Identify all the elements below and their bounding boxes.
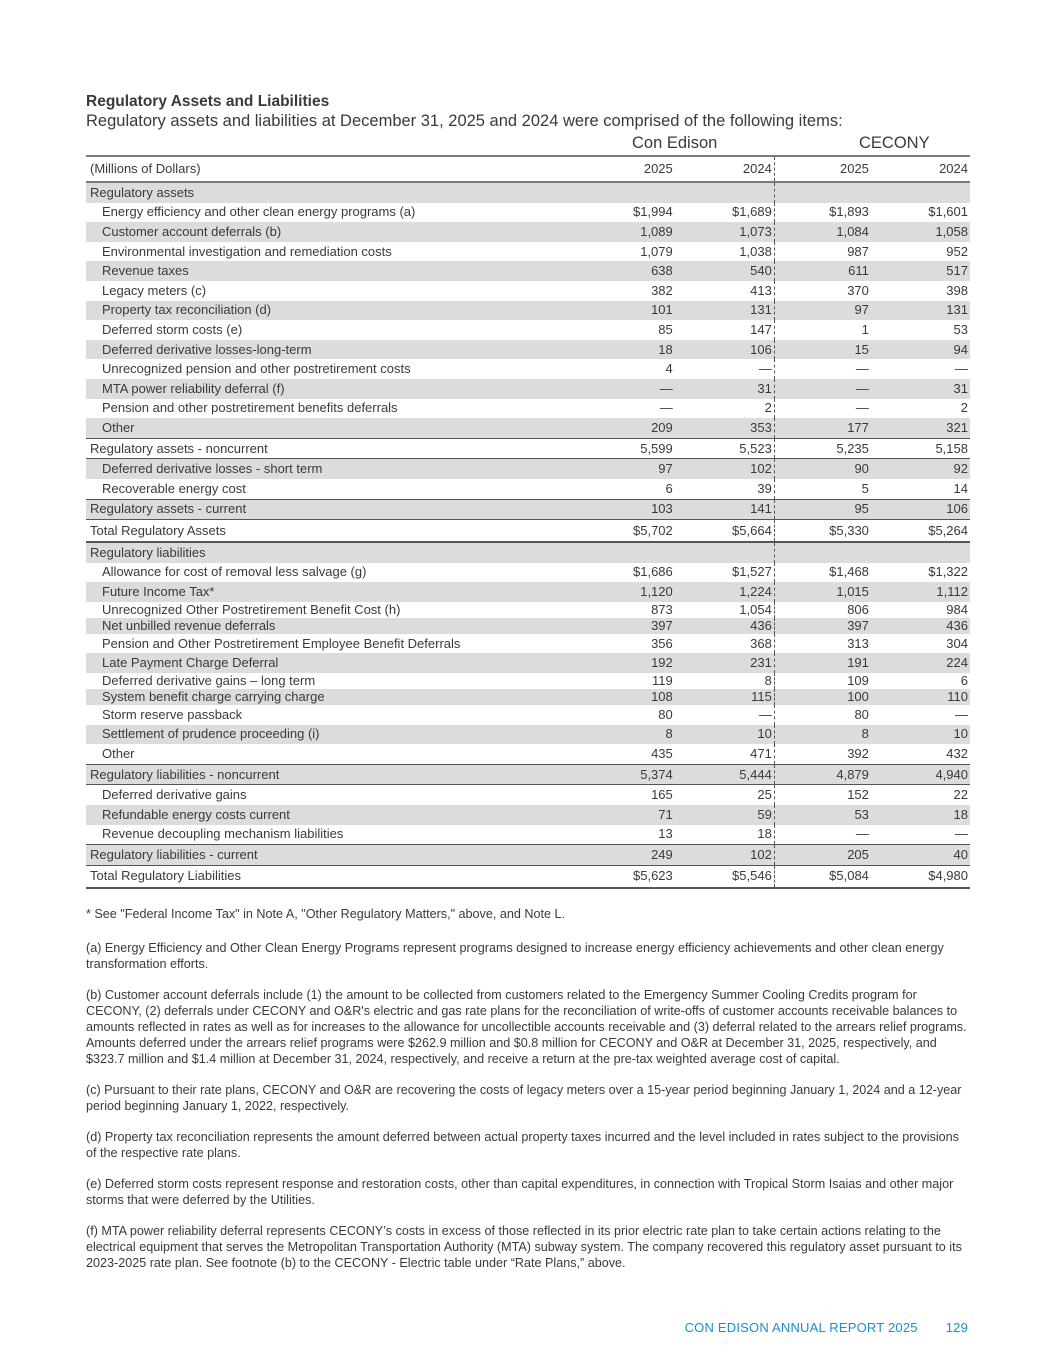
value-cell bbox=[871, 182, 970, 203]
value-cell: 31 bbox=[675, 379, 775, 399]
value-cell: 22 bbox=[871, 785, 970, 805]
header-cell: 2024 bbox=[675, 156, 775, 182]
value-cell: 39 bbox=[675, 479, 775, 499]
value-cell: 397 bbox=[774, 618, 871, 634]
page-number: 129 bbox=[945, 1320, 968, 1335]
value-cell: 5,235 bbox=[774, 438, 871, 459]
value-cell: 94 bbox=[871, 340, 970, 360]
value-cell: 102 bbox=[675, 459, 775, 479]
value-cell: — bbox=[855, 400, 869, 416]
value-cell: — bbox=[675, 705, 775, 725]
table-row bbox=[86, 653, 970, 673]
row-label: Storm reserve passback bbox=[102, 706, 243, 722]
value-cell: 100 bbox=[774, 689, 871, 705]
row-label: Regulatory assets bbox=[86, 182, 595, 203]
table-row bbox=[86, 459, 970, 479]
value-cell: 71 bbox=[595, 805, 675, 825]
value-cell: 6 bbox=[960, 673, 968, 689]
row-label: Allowance for cost of removal less salvage (g) bbox=[102, 564, 367, 580]
table-row bbox=[86, 320, 970, 340]
value-cell: 432 bbox=[946, 746, 968, 762]
value-cell: 209 bbox=[595, 418, 675, 438]
value-cell: 110 bbox=[871, 689, 970, 705]
row-label: Deferred derivative gains – long term bbox=[102, 673, 316, 689]
value-cell: 5,158 bbox=[871, 438, 970, 459]
table-row bbox=[86, 634, 970, 654]
value-cell: $5,664 bbox=[675, 520, 775, 543]
value-cell: $1,893 bbox=[829, 204, 869, 220]
header-cell: 2025 bbox=[595, 156, 675, 182]
value-cell: — bbox=[659, 400, 673, 416]
value-cell: 1,058 bbox=[871, 222, 970, 242]
table-row bbox=[86, 725, 970, 745]
row-label: Other bbox=[102, 746, 135, 762]
value-cell: 40 bbox=[871, 845, 970, 866]
row-label: Environmental investigation and remediation costs bbox=[102, 243, 392, 259]
table-row bbox=[86, 785, 970, 805]
value-cell: 8 bbox=[675, 673, 775, 689]
footnote-star: * See "Federal Income Tax" in Note A, "Other Regulatory Matters," above, and Note L. bbox=[86, 907, 565, 921]
value-cell: 1,079 bbox=[640, 243, 673, 259]
value-cell: 1,073 bbox=[675, 222, 775, 242]
row-label: Deferred derivative losses-long-term bbox=[86, 340, 595, 360]
value-cell: 5 bbox=[861, 480, 869, 496]
table-row bbox=[86, 301, 970, 321]
value-cell: 304 bbox=[946, 635, 968, 651]
table-row bbox=[86, 542, 970, 563]
value-cell: 1,120 bbox=[595, 582, 675, 602]
report-name: CON EDISON ANNUAL REPORT 2025 bbox=[684, 1320, 918, 1335]
value-cell: 15 bbox=[774, 340, 871, 360]
footnote-e: (e) Deferred storm costs represent response and restoration costs, other than capital expenditures, in connection with Tropical Storm Isaias and other major storms that were deferred by the Utilities. bbox=[86, 1177, 954, 1207]
value-cell: 873 bbox=[651, 601, 673, 617]
row-label: Regulatory assets - current bbox=[86, 499, 595, 520]
value-cell: 108 bbox=[595, 689, 675, 705]
value-cell: 53 bbox=[953, 321, 968, 337]
value-cell: 5,444 bbox=[675, 764, 775, 785]
value-cell: 10 bbox=[675, 725, 775, 745]
value-cell bbox=[774, 182, 871, 203]
row-label: Revenue taxes bbox=[86, 261, 595, 281]
value-cell: 14 bbox=[953, 480, 968, 496]
row-label: MTA power reliability deferral (f) bbox=[86, 379, 595, 399]
table-row bbox=[86, 563, 970, 583]
value-cell: 31 bbox=[871, 379, 970, 399]
value-cell: 231 bbox=[675, 653, 775, 673]
value-cell: 8 bbox=[774, 725, 871, 745]
value-cell: 368 bbox=[675, 634, 775, 654]
table-row bbox=[86, 203, 970, 223]
value-cell: $1,527 bbox=[675, 563, 775, 583]
row-label: Refundable energy costs current bbox=[86, 805, 595, 825]
row-label: Customer account deferrals (b) bbox=[86, 222, 595, 242]
value-cell: 436 bbox=[871, 618, 970, 634]
table-row bbox=[86, 379, 970, 399]
value-cell: 95 bbox=[774, 499, 871, 520]
value-cell: $1,468 bbox=[829, 564, 869, 580]
row-label: Regulatory liabilities bbox=[86, 542, 595, 563]
table-row bbox=[86, 281, 970, 301]
row-label: Recoverable energy cost bbox=[102, 480, 246, 496]
table-row bbox=[86, 602, 970, 618]
value-cell: $1,601 bbox=[928, 204, 968, 220]
value-cell: 147 bbox=[675, 320, 775, 340]
value-cell: 356 bbox=[651, 635, 673, 651]
value-cell: — bbox=[955, 706, 968, 722]
table-row bbox=[86, 499, 970, 520]
value-cell: 1,224 bbox=[675, 582, 775, 602]
value-cell: 249 bbox=[595, 845, 675, 866]
value-cell: 8 bbox=[595, 725, 675, 745]
value-cell: 1,112 bbox=[871, 582, 970, 602]
value-cell: 106 bbox=[871, 499, 970, 520]
row-label: Total Regulatory Liabilities bbox=[86, 865, 595, 888]
value-cell: 313 bbox=[847, 635, 869, 651]
value-cell: 398 bbox=[946, 282, 968, 298]
value-cell: 987 bbox=[847, 243, 869, 259]
value-cell: 101 bbox=[595, 301, 675, 321]
value-cell: 80 bbox=[854, 706, 869, 722]
footnote-f: (f) MTA power reliability deferral represents CECONY’s costs in excess of those reflected in its prior electric rate plan to take certain actions relating to the electrical equipment that serves the Metropolitan Transportation Authority (MTA) subway system. The company recovered this regulatory asset pursuant to its 2023-2025 rate plan. See footnote (b) to the CECONY - Electric table under “Rate Plans,” above. bbox=[86, 1224, 962, 1270]
row-label: Regulatory assets - noncurrent bbox=[86, 438, 595, 459]
value-cell: $1,994 bbox=[633, 204, 673, 220]
row-label: Other bbox=[86, 418, 595, 438]
value-cell: 638 bbox=[595, 261, 675, 281]
value-cell: 92 bbox=[871, 459, 970, 479]
value-cell: 806 bbox=[847, 601, 869, 617]
value-cell: 10 bbox=[871, 725, 970, 745]
row-label: Total Regulatory Assets bbox=[86, 520, 595, 543]
value-cell: — bbox=[595, 379, 675, 399]
table-row bbox=[86, 689, 970, 705]
table-row bbox=[86, 418, 970, 438]
table-row bbox=[86, 242, 970, 262]
value-cell bbox=[871, 542, 970, 563]
value-cell: $5,264 bbox=[871, 520, 970, 543]
value-cell: $5,546 bbox=[675, 865, 775, 888]
value-cell: 85 bbox=[658, 321, 673, 337]
value-cell: $4,980 bbox=[871, 865, 970, 888]
table-row bbox=[86, 744, 970, 764]
value-cell: $1,689 bbox=[675, 203, 775, 223]
table-row bbox=[86, 479, 970, 499]
value-cell: 2 bbox=[960, 400, 968, 416]
header-cell: 2025 bbox=[774, 156, 871, 182]
value-cell: — bbox=[675, 359, 775, 379]
value-cell: 5,374 bbox=[595, 764, 675, 785]
section-title: Regulatory Assets and Liabilities bbox=[86, 93, 330, 110]
value-cell: 97 bbox=[774, 301, 871, 321]
table-row bbox=[86, 618, 970, 634]
footnote-d: (d) Property tax reconciliation represents the amount deferred between actual property taxes incurred and the level included in rates subject to the provisions of the respective rate plans. bbox=[86, 1130, 959, 1160]
group-header-con-edison: Con Edison bbox=[632, 134, 718, 152]
value-cell: 2 bbox=[675, 399, 775, 419]
value-cell: 1,015 bbox=[774, 582, 871, 602]
footnotes bbox=[86, 906, 970, 1286]
value-cell: 90 bbox=[774, 459, 871, 479]
regulatory-table bbox=[86, 155, 970, 889]
value-cell: 191 bbox=[774, 653, 871, 673]
table-row bbox=[86, 865, 970, 888]
footnote-c: (c) Pursuant to their rate plans, CECONY and O&R are recovering the costs of legacy meters over a 15-year period beginning January 1, 2024 and a 12-year period beginning January 1, 2022, respectively. bbox=[86, 1083, 962, 1113]
table-row bbox=[86, 399, 970, 419]
header-cell: 2024 bbox=[871, 156, 970, 182]
value-cell: $1,322 bbox=[928, 564, 968, 580]
row-label: Pension and other postretirement benefits deferrals bbox=[102, 400, 398, 416]
value-cell bbox=[595, 542, 675, 563]
row-label: Unrecognized pension and other postretirement costs bbox=[102, 361, 411, 377]
row-label: Deferred storm costs (e) bbox=[102, 321, 243, 337]
value-cell: 103 bbox=[595, 499, 675, 520]
table-row bbox=[86, 705, 970, 725]
value-cell: 109 bbox=[847, 673, 869, 689]
value-cell: 1,089 bbox=[595, 222, 675, 242]
table-row bbox=[86, 825, 970, 845]
value-cell: 224 bbox=[871, 653, 970, 673]
value-cell: — bbox=[855, 361, 869, 377]
value-cell: $5,084 bbox=[774, 865, 871, 888]
value-cell: 952 bbox=[946, 243, 968, 259]
table-row bbox=[86, 359, 970, 379]
value-cell: 177 bbox=[774, 418, 871, 438]
value-cell: 18 bbox=[675, 825, 775, 845]
value-cell: 1,084 bbox=[774, 222, 871, 242]
value-cell: 18 bbox=[871, 805, 970, 825]
row-label: Deferred derivative gains bbox=[86, 785, 595, 805]
value-cell: 370 bbox=[847, 282, 869, 298]
row-label: Pension and Other Postretirement Employee Benefit Deferrals bbox=[102, 635, 461, 651]
value-cell: — bbox=[955, 361, 968, 377]
table-row bbox=[86, 805, 970, 825]
value-cell: 131 bbox=[871, 301, 970, 321]
row-label: Net unbilled revenue deferrals bbox=[86, 618, 595, 634]
value-cell bbox=[595, 182, 675, 203]
value-cell: 152 bbox=[774, 785, 871, 805]
row-label: Late Payment Charge Deferral bbox=[86, 653, 595, 673]
value-cell: 5,599 bbox=[595, 438, 675, 459]
header-cell: (Millions of Dollars) bbox=[86, 156, 595, 182]
value-cell: 4,879 bbox=[774, 764, 871, 785]
value-cell: 106 bbox=[675, 340, 775, 360]
value-cell: 392 bbox=[847, 746, 869, 762]
value-cell: 13 bbox=[658, 826, 673, 842]
value-cell: 1 bbox=[861, 321, 869, 337]
value-cell: $5,623 bbox=[595, 865, 675, 888]
value-cell: 321 bbox=[871, 418, 970, 438]
table-row bbox=[86, 182, 970, 203]
value-cell: 517 bbox=[871, 261, 970, 281]
section-subtitle: Regulatory assets and liabilities at December 31, 2025 and 2024 were comprised of the following items: bbox=[86, 112, 843, 130]
value-cell: 4 bbox=[665, 361, 673, 377]
table-row bbox=[86, 673, 970, 689]
value-cell: 5,523 bbox=[675, 438, 775, 459]
table-row bbox=[86, 261, 970, 281]
table-row bbox=[86, 438, 970, 459]
value-cell: — bbox=[855, 826, 869, 842]
value-cell: 1,054 bbox=[675, 602, 775, 618]
value-cell: 436 bbox=[675, 618, 775, 634]
value-cell: 435 bbox=[651, 746, 673, 762]
table-row bbox=[86, 222, 970, 242]
value-cell: 119 bbox=[652, 673, 673, 689]
row-label: Revenue decoupling mechanism liabilities bbox=[102, 826, 344, 842]
value-cell: 382 bbox=[651, 282, 673, 298]
row-label: Regulatory liabilities - noncurrent bbox=[86, 764, 595, 785]
value-cell: 397 bbox=[595, 618, 675, 634]
row-label: Legacy meters (c) bbox=[102, 282, 207, 298]
value-cell: 97 bbox=[595, 459, 675, 479]
row-label: Settlement of prudence proceeding (i) bbox=[86, 725, 595, 745]
footnote-a: (a) Energy Efficiency and Other Clean Energy Programs represent programs designed to increase energy efficiency achievements and other clean energy transformation efforts. bbox=[86, 941, 944, 971]
value-cell: 141 bbox=[675, 499, 775, 520]
value-cell: 413 bbox=[675, 281, 775, 301]
value-cell: 471 bbox=[675, 744, 775, 764]
value-cell: 115 bbox=[675, 689, 775, 705]
table-header-row bbox=[86, 156, 970, 182]
page-footer bbox=[657, 1320, 968, 1335]
value-cell: 192 bbox=[595, 653, 675, 673]
value-cell: $5,702 bbox=[595, 520, 675, 543]
value-cell: 165 bbox=[595, 785, 675, 805]
row-label: Energy efficiency and other clean energy programs (a) bbox=[102, 204, 416, 220]
value-cell: 59 bbox=[675, 805, 775, 825]
value-cell bbox=[675, 182, 775, 203]
row-label: Deferred derivative losses - short term bbox=[86, 459, 595, 479]
value-cell bbox=[675, 542, 775, 563]
row-label: System benefit charge carrying charge bbox=[86, 689, 595, 705]
table-row bbox=[86, 340, 970, 360]
table-row bbox=[86, 845, 970, 866]
value-cell: 1,038 bbox=[675, 242, 775, 262]
value-cell: — bbox=[774, 379, 871, 399]
value-cell: 80 bbox=[658, 706, 673, 722]
footnote-b: (b) Customer account deferrals include (1) the amount to be collected from customers related to the Emergency Summer Cooling Credits program for CECONY, (2) deferrals under CECONY and O&R's electric and gas rate plans for the reconciliation of write-offs of customer accounts receivable balances to amounts reflected in rates as well as for increases to the allowance for uncollectible accounts receivable and (3) deferral related to the arrears relief programs. Amounts deferred under the arrears relief programs were $262.9 million and $0.8 million for CECONY and O&R at December 31, 2025, respectively, and $323.7 million and $1.4 million at December 31, 2024, respectively, and receive a return at the pre-tax weighted average cost of capital. bbox=[86, 988, 967, 1066]
table-row bbox=[86, 582, 970, 602]
row-label: Unrecognized Other Postretirement Benefit Cost (h) bbox=[102, 601, 401, 617]
value-cell: 353 bbox=[675, 418, 775, 438]
value-cell: 25 bbox=[675, 785, 775, 805]
value-cell: 4,940 bbox=[871, 764, 970, 785]
table-row bbox=[86, 520, 970, 543]
value-cell: 984 bbox=[946, 601, 968, 617]
value-cell: 131 bbox=[675, 301, 775, 321]
value-cell: — bbox=[955, 826, 968, 842]
value-cell: $5,330 bbox=[774, 520, 871, 543]
row-label: Future Income Tax* bbox=[86, 582, 595, 602]
table-row bbox=[86, 764, 970, 785]
value-cell: 18 bbox=[595, 340, 675, 360]
group-header-cecony: CECONY bbox=[859, 134, 930, 152]
value-cell: 102 bbox=[675, 845, 775, 866]
value-cell: 205 bbox=[774, 845, 871, 866]
value-cell bbox=[774, 542, 871, 563]
row-label: Property tax reconciliation (d) bbox=[86, 301, 595, 321]
value-cell: 6 bbox=[665, 480, 673, 496]
value-cell: $1,686 bbox=[633, 564, 673, 580]
value-cell: 611 bbox=[774, 261, 871, 281]
value-cell: 53 bbox=[774, 805, 871, 825]
value-cell: 540 bbox=[675, 261, 775, 281]
row-label: Regulatory liabilities - current bbox=[86, 845, 595, 866]
